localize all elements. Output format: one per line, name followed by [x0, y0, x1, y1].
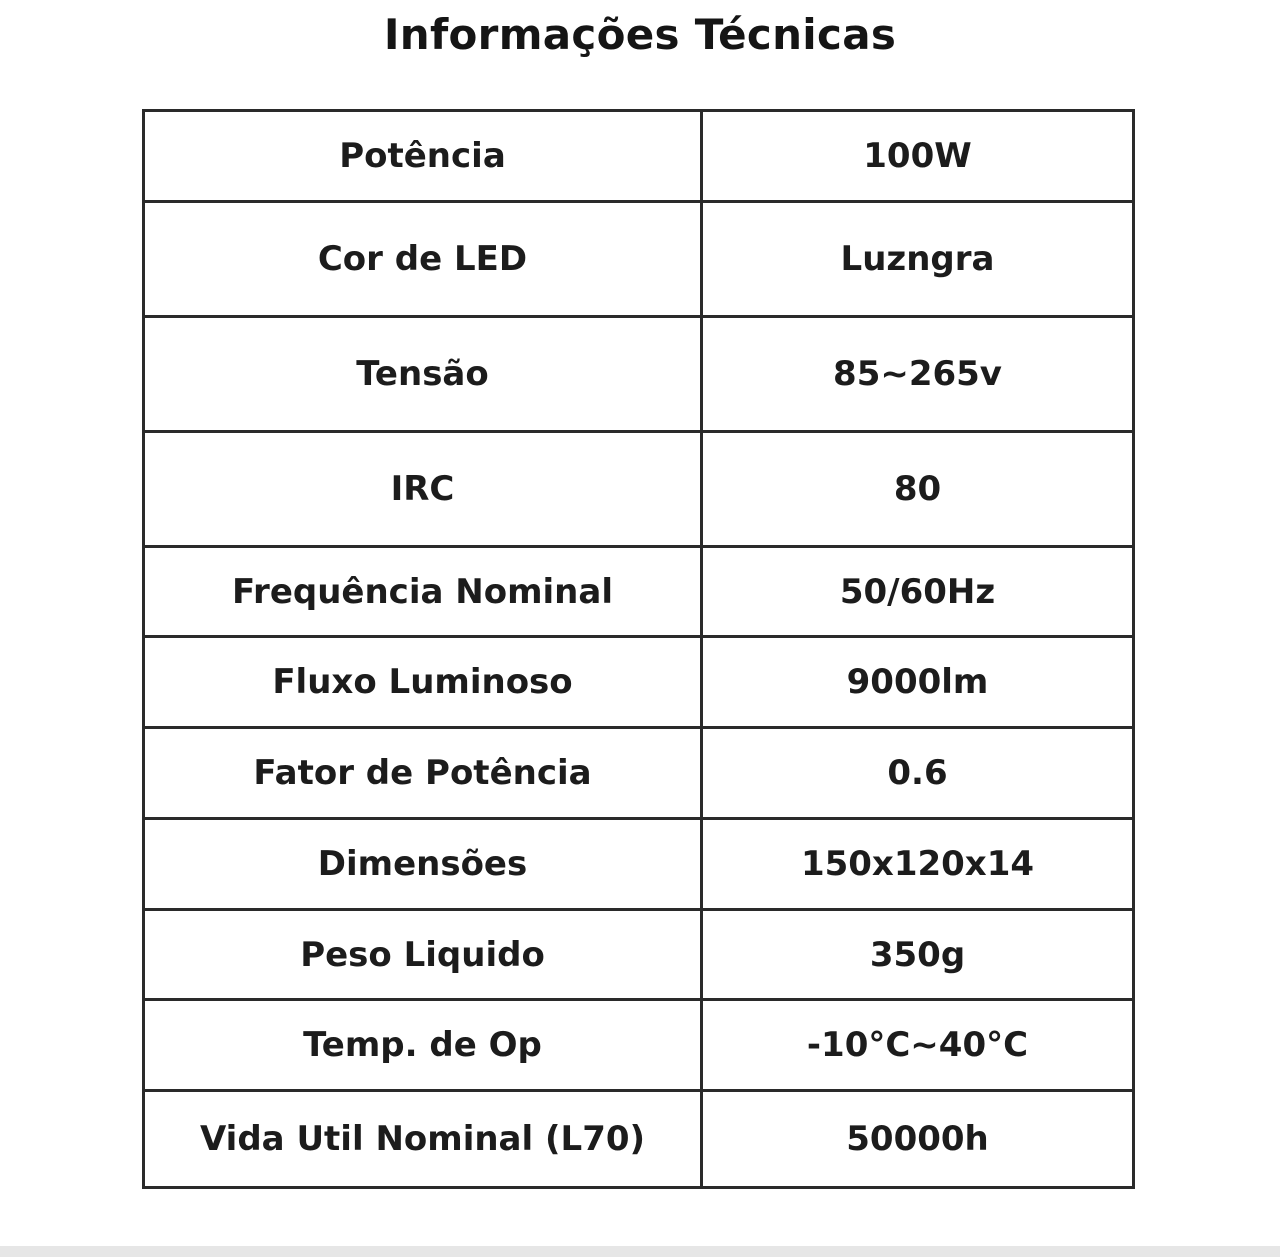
spec-label: Cor de LED	[144, 202, 702, 317]
spec-label: Temp. de Op	[144, 1000, 702, 1091]
table-row	[144, 1091, 1134, 1188]
spec-label: IRC	[144, 432, 702, 547]
specs-table-body	[144, 111, 1134, 1188]
spec-value: 150x120x14	[702, 819, 1134, 910]
spec-label: Fator de Potência	[144, 728, 702, 819]
spec-value: 85~265v	[702, 317, 1134, 432]
spec-value: 9000lm	[702, 637, 1134, 728]
spec-value: 350g	[702, 910, 1134, 1000]
specs-table	[142, 109, 1135, 1189]
spec-label: Fluxo Luminoso	[144, 637, 702, 728]
spec-label: Vida Util Nominal (L70)	[144, 1091, 702, 1188]
spec-value: 50000h	[702, 1091, 1134, 1188]
spec-label: Tensão	[144, 317, 702, 432]
table-row	[144, 728, 1134, 819]
spec-label: Potência	[144, 111, 702, 202]
spec-value: Luzngra	[702, 202, 1134, 317]
table-row	[144, 819, 1134, 910]
spec-value: 80	[702, 432, 1134, 547]
table-row	[144, 432, 1134, 547]
table-row	[144, 547, 1134, 637]
spec-value: 50/60Hz	[702, 547, 1134, 637]
spec-label: Frequência Nominal	[144, 547, 702, 637]
spec-value: 0.6	[702, 728, 1134, 819]
page-title: Informações Técnicas	[383, 10, 897, 59]
spec-label: Dimensões	[144, 819, 702, 910]
table-row	[144, 910, 1134, 1000]
spec-value: 100W	[702, 111, 1134, 202]
spec-value: -10°C~40°C	[702, 1000, 1134, 1091]
footer-band	[0, 1246, 1280, 1257]
table-row	[144, 1000, 1134, 1091]
spec-label: Peso Liquido	[144, 910, 702, 1000]
table-row	[144, 111, 1134, 202]
table-row	[144, 202, 1134, 317]
table-row	[144, 637, 1134, 728]
table-row	[144, 317, 1134, 432]
